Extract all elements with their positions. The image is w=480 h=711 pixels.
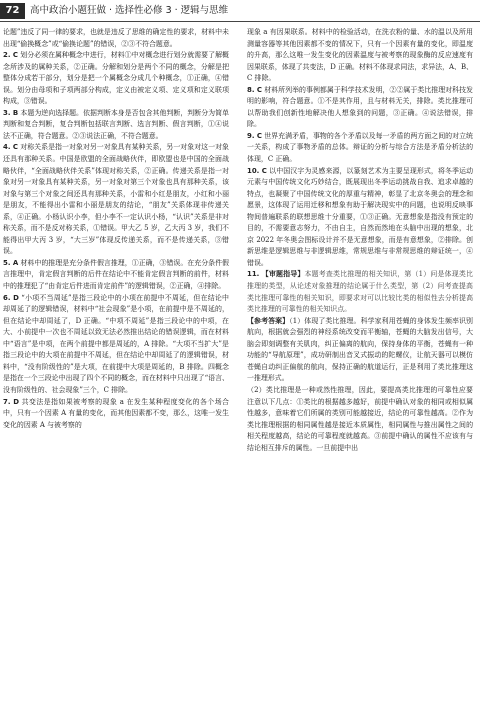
- answer-paragraph: [3, 50, 229, 108]
- answer-paragraph: [3, 293, 229, 397]
- answer-paragraph: [247, 27, 473, 85]
- answer-paragraph: [247, 166, 473, 270]
- header-rule: [0, 21, 480, 22]
- paragraph-text: 材料所列举的事例都属于科学技术发明，②②属于类比推理对科技发明的影响，符合题意。①不是其作用，且与材料无关，排除。类比推理可以帮助我们创新性地解决他人想象到的问题，③正确。④说法错误，排除。: [247, 85, 473, 129]
- right-column: [247, 27, 473, 454]
- paragraph-text: 对称关系是指一对象对另一对象具有某种关系，另一对象对这一对象还具有那种关系。中国是欧盟的全面战略伙伴，即欧盟也是中国的全面战略伙伴，“全面战略伙伴关系”体现对称关系，②正确。传递关系是指一对象对另一对象具有某种关系，另一对象对第三个对象也具有那种关系，该对象与第三个对象之间还具有那种关系，小雷和小红是朋友，小红和小丽是朋友，不能得出小雷和小丽是朋友的结论，“朋友”关系体现非传递关系，④正确。小杨认识小李，但小李不一定认识小杨，“认识”关系是非对称关系，而不是反对称关系，①错误。甲大乙 5 岁，乙大丙 3 岁，我们不能得出甲大丙 3 岁，“大三岁”体现反传递关系，而不是传递关系，③错误。: [3, 143, 229, 256]
- book-title: 高中政治小题狂做 · 选择性必修 3 · 逻辑与思维: [30, 5, 229, 16]
- section-tag: 【审题指导】: [261, 270, 305, 279]
- question-number: 10. C: [247, 166, 267, 175]
- question-number: 3. B: [3, 108, 19, 117]
- paragraph-text: （2）类比推理是一种或然性推理，因此，要提高类比推理的可靠性应要注意以下几点：①类比的根据越多越好，前提中确认对象的相同或相似属性越多，意味着它们所属的类别可能越接近，结论的可靠性越高。②作为类比推理根据的相同属性越是接近本质属性，相同属性与推出属性之间的相关程度越高，结论的可靠程度就越高。③前提中确认的属性不应该有与结论相互排斥的属性。一旦前提中出: [247, 385, 473, 452]
- answer-paragraph: [3, 27, 229, 50]
- section-tag: 【参考答案】: [247, 316, 290, 325]
- paragraph-text: 材料中的推理是充分条件假言推理，①正确，③错误。在充分条件假言推理中，肯定假言判断的后件在结论中不能肯定假言判断的前件，材料中的推理犯了“由肯定后件进而肯定前件”的逻辑错误，②正确，④排除。: [3, 258, 229, 291]
- answer-paragraph: [3, 142, 229, 257]
- answer-paragraph: [3, 397, 229, 432]
- question-number: 9. C: [247, 131, 262, 140]
- paragraph-text: 论题”违反了同一律的要求，也就是违反了思维的确定性的要求，材料中未出现“偷换概念”或“偷换论题”的错误，②③不符合题意。: [3, 28, 229, 48]
- answer-paragraph: [247, 131, 473, 166]
- page-number: 72: [0, 3, 25, 19]
- answer-paragraph: [247, 316, 473, 385]
- question-number: 4. C: [3, 143, 18, 152]
- question-number: 2. C: [3, 51, 18, 60]
- answer-paragraph: [247, 385, 473, 454]
- left-column: [3, 27, 229, 431]
- paragraph-text: “小项不当周延”是指三段论中的小项在前提中不周延，但在结论中却周延了的逻辑错误，材料中“社会现象”是小项，在前提中是不周延的，但在结论中却周延了，D 正确。“中项不周延”是指三段论中的中项，在大、小前提中一次也不周延以致无法必然推出结论的错误逻辑，而在材料中“语言”是中项，在两个前提中都是周延的，A 排除。“大项不当扩大”是指三段论中的大项在前提中不周延，但在结论中却周延了的逻辑错误，材料中，“没有阶级性的”是大项，在前提中大项是周延的，B 排除。四概念是指在一个三段论中出现了四个不同的概念，而在材料中只出现了“语言、没有阶级性的、社会现象”三个，C 排除。: [3, 293, 229, 394]
- question-number: 7. D: [3, 397, 20, 406]
- question-number: 8. C: [247, 85, 262, 94]
- question-number: 5. A: [3, 258, 19, 267]
- page-header: [0, 0, 480, 22]
- answer-paragraph: [3, 258, 229, 293]
- question-number: 6. D: [3, 293, 19, 302]
- paragraph-text: 本题为逆向选择题。依据判断本身是否包含其他判断，判断分为简单判断和复合判断，复合判断包括联言判断、选言判断、假言判断，①④说法不正确，符合题意。②③说法正确，不符合题意。: [3, 108, 229, 140]
- paragraph-text: 现象 a 有因果联系。材料中的检验活动，在洗衣粉的量、水的温以及所用测量容器等其他因素都不变的情况下，只有一个因素有量的变化，即温度的升高，那么这唯一发生变化的因素温度与被考察的现象酶的反应速度有因果联系，体现了共变法，D 正确。材料不体现求同法，求异法，A、B、C 排除。: [247, 28, 474, 83]
- paragraph-text: 共变法是指如果被考察的现象 a 在发生某种程度变化的各个场合中，只有一个因素 A 有量的变化，而其他因素都不变，那么，这唯一发生变化的因素 A 与被考察的: [3, 397, 229, 429]
- paragraph-text: 本题考查类比推理的相关知识，第（1）问是体现类比推理的类型，从论述对象推理的结论属于什么类型，第（2）问考查提高类比推理可靠性的相关知识，即要求对可以比较比类的相似性去分析提高类比推理的可靠性的相关知识点。: [247, 270, 473, 314]
- question-number: 11.: [247, 270, 260, 279]
- paragraph-text: （1）体现了类比推理。科学家利用苍蝇的身体发生频率识别航向，根据就会强烈的神经系统改变而平衡轴，苍蝇的大脑发出信号，大脑会即刻调整有关肌肉，纠正偏离的航向，保持身体的平衡，苍蝇有一种功能的“导航原理”，成功研制出音叉式振动的陀螺仪，让航天器可以模仿苍蝇自动纠正偏航的航向，保持正确的航道运行，正是利用了类比推理这一推理形式。: [247, 316, 473, 383]
- answer-paragraph: [3, 108, 229, 143]
- paragraph-text: 以中国汉字为灵感来源，以篆刻艺术为主要呈现形式，将冬季运动元素与中国传统文化巧妙结合，既展现出冬季运动挑战自我、追求卓越的特点，也凝聚了中国传统文化的厚重与精神，彰显了北京冬奥会的理念和愿景，这体现了运用迁移和想象有助于解决现实中的问题，也说明反映事物间普遍联系的联想思维十分重要，①③正确。无意想象是指没有预定的目的，不需要意志努力，不由自主，自然而然地在头脑中出现的想象，北京 2022 年冬奥会图标设计并不是无意想象，而是有意想象，②排除。创新思维是逻辑思维与非逻辑思维，常规思维与非常规思维的辩证统一，④错误。: [247, 166, 474, 267]
- paragraph-text: 世界充满矛盾，事物的各个矛盾以及每一矛盾的两方面之间的对立统一关系，构成了事物矛盾的总体。辩证的分析与综合方法是矛盾分析法的体现，C 正确。: [247, 131, 473, 164]
- paragraph-text: 划分必须在属种概念中进行，材料①中对概念进行划分就需要了解概念所涉及的属种关系，②正确。分解和划分是两个不同的概念，分解是把整体分成若干部分，划分是把一个属概念分成几个种概念，①正确，④错误。划分由母项和子项两部分构成，定义由被定义项、定义项和定义联项构成，③错误。: [3, 51, 229, 106]
- answer-paragraph: [247, 269, 473, 315]
- answer-paragraph: [247, 85, 473, 131]
